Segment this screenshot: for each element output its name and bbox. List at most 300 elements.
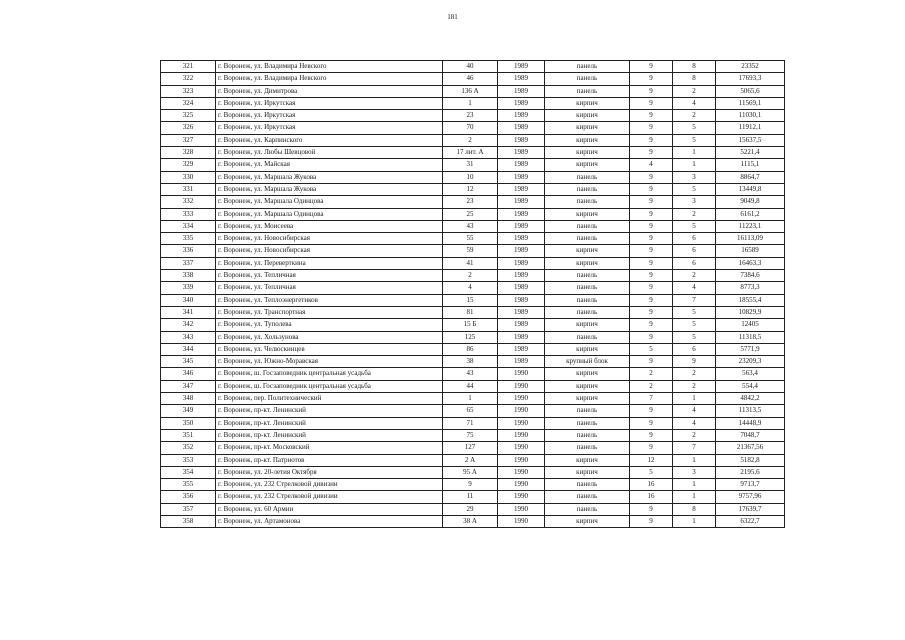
year-cell: 1989 bbox=[498, 331, 545, 343]
house-number-cell: 86 bbox=[443, 343, 498, 355]
address-cell: г. Воронеж, ул. Хользунова bbox=[216, 331, 443, 343]
house-number-cell: 38 bbox=[443, 356, 498, 368]
house-number-cell: 41 bbox=[443, 257, 498, 269]
area-cell: 18555,4 bbox=[716, 294, 785, 306]
wall-material-cell: панель bbox=[545, 306, 630, 318]
row-number: 337 bbox=[161, 257, 216, 269]
table-row bbox=[161, 270, 785, 282]
house-number-cell: 127 bbox=[443, 442, 498, 454]
table-row bbox=[161, 171, 785, 183]
wall-material-cell: кирпич bbox=[545, 380, 630, 392]
entrances-cell: 1 bbox=[673, 515, 716, 527]
year-cell: 1990 bbox=[498, 515, 545, 527]
row-number: 324 bbox=[161, 97, 216, 109]
area-cell: 4842,2 bbox=[716, 393, 785, 405]
address-cell: г. Воронеж, пр-кт. Ленинский bbox=[216, 429, 443, 441]
entrances-cell: 5 bbox=[673, 306, 716, 318]
wall-material-cell: панель bbox=[545, 220, 630, 232]
floors-cell: 9 bbox=[630, 257, 673, 269]
address-cell: г. Воронеж, ул. Челюскинцев bbox=[216, 343, 443, 355]
address-cell: г. Воронеж, ул. Тепличная bbox=[216, 282, 443, 294]
floors-cell: 16 bbox=[630, 479, 673, 491]
table-row bbox=[161, 368, 785, 380]
address-cell: г. Воронеж, ул. 232 Стрелковой дивизии bbox=[216, 479, 443, 491]
house-number-cell: 70 bbox=[443, 122, 498, 134]
house-number-cell: 75 bbox=[443, 429, 498, 441]
entrances-cell: 1 bbox=[673, 479, 716, 491]
floors-cell: 9 bbox=[630, 73, 673, 85]
floors-cell: 9 bbox=[630, 429, 673, 441]
area-cell: 11223,1 bbox=[716, 220, 785, 232]
year-cell: 1989 bbox=[498, 183, 545, 195]
house-number-cell: 55 bbox=[443, 233, 498, 245]
row-number: 342 bbox=[161, 319, 216, 331]
address-cell: г. Воронеж, ул. Теплоэнергетиков bbox=[216, 294, 443, 306]
floors-cell: 5 bbox=[630, 466, 673, 478]
year-cell: 1989 bbox=[498, 294, 545, 306]
year-cell: 1989 bbox=[498, 306, 545, 318]
row-number: 331 bbox=[161, 183, 216, 195]
year-cell: 1990 bbox=[498, 380, 545, 392]
entrances-cell: 3 bbox=[673, 466, 716, 478]
table-row bbox=[161, 331, 785, 343]
entrances-cell: 1 bbox=[673, 454, 716, 466]
area-cell: 11569,1 bbox=[716, 97, 785, 109]
year-cell: 1989 bbox=[498, 220, 545, 232]
entrances-cell: 9 bbox=[673, 356, 716, 368]
area-cell: 6161,2 bbox=[716, 208, 785, 220]
address-cell: г. Воронеж, пр-кт. Ленинский bbox=[216, 417, 443, 429]
floors-cell: 9 bbox=[630, 270, 673, 282]
area-cell: 16589 bbox=[716, 245, 785, 257]
floors-cell: 9 bbox=[630, 147, 673, 159]
entrances-cell: 5 bbox=[673, 331, 716, 343]
entrances-cell: 2 bbox=[673, 380, 716, 392]
floors-cell: 9 bbox=[630, 171, 673, 183]
wall-material-cell: панель bbox=[545, 417, 630, 429]
house-number-cell: 4 bbox=[443, 282, 498, 294]
house-number-cell: 71 bbox=[443, 417, 498, 429]
year-cell: 1989 bbox=[498, 233, 545, 245]
address-cell: г. Воронеж, ул. Новосибирская bbox=[216, 245, 443, 257]
floors-cell: 9 bbox=[630, 110, 673, 122]
table-row bbox=[161, 306, 785, 318]
floors-cell: 9 bbox=[630, 196, 673, 208]
row-number: 333 bbox=[161, 208, 216, 220]
row-number: 357 bbox=[161, 503, 216, 515]
house-number-cell: 40 bbox=[443, 61, 498, 73]
table-row bbox=[161, 454, 785, 466]
area-cell: 2195,6 bbox=[716, 466, 785, 478]
row-number: 347 bbox=[161, 380, 216, 392]
house-number-cell: 10 bbox=[443, 171, 498, 183]
row-number: 354 bbox=[161, 466, 216, 478]
floors-cell: 9 bbox=[630, 208, 673, 220]
area-cell: 14448,9 bbox=[716, 417, 785, 429]
area-cell: 23352 bbox=[716, 61, 785, 73]
house-number-cell: 15 bbox=[443, 294, 498, 306]
area-cell: 15637,5 bbox=[716, 134, 785, 146]
table-row bbox=[161, 183, 785, 195]
row-number: 345 bbox=[161, 356, 216, 368]
floors-cell: 9 bbox=[630, 306, 673, 318]
table-row bbox=[161, 73, 785, 85]
address-cell: г. Воронеж, ул. Владимира Невского bbox=[216, 61, 443, 73]
entrances-cell: 4 bbox=[673, 97, 716, 109]
wall-material-cell: кирпич bbox=[545, 368, 630, 380]
floors-cell: 9 bbox=[630, 245, 673, 257]
wall-material-cell: кирпич bbox=[545, 245, 630, 257]
wall-material-cell: кирпич bbox=[545, 343, 630, 355]
year-cell: 1989 bbox=[498, 356, 545, 368]
address-cell: г. Воронеж, ул. Артамонова bbox=[216, 515, 443, 527]
year-cell: 1990 bbox=[498, 405, 545, 417]
row-number: 355 bbox=[161, 479, 216, 491]
year-cell: 1989 bbox=[498, 245, 545, 257]
table-row bbox=[161, 196, 785, 208]
wall-material-cell: крупный блок bbox=[545, 356, 630, 368]
wall-material-cell: кирпич bbox=[545, 257, 630, 269]
year-cell: 1990 bbox=[498, 368, 545, 380]
year-cell: 1989 bbox=[498, 343, 545, 355]
row-number: 326 bbox=[161, 122, 216, 134]
year-cell: 1989 bbox=[498, 196, 545, 208]
row-number: 338 bbox=[161, 270, 216, 282]
row-number: 358 bbox=[161, 515, 216, 527]
floors-cell: 9 bbox=[630, 220, 673, 232]
house-number-cell: 2 bbox=[443, 134, 498, 146]
table-row bbox=[161, 245, 785, 257]
house-number-cell: 95 А bbox=[443, 466, 498, 478]
address-cell: г. Воронеж, ул. 20-летия Октября bbox=[216, 466, 443, 478]
address-cell: г. Воронеж, пер. Политехнический bbox=[216, 393, 443, 405]
entrances-cell: 6 bbox=[673, 245, 716, 257]
area-cell: 8864,7 bbox=[716, 171, 785, 183]
row-number: 334 bbox=[161, 220, 216, 232]
entrances-cell: 4 bbox=[673, 282, 716, 294]
area-cell: 11912,1 bbox=[716, 122, 785, 134]
floors-cell: 9 bbox=[630, 503, 673, 515]
entrances-cell: 7 bbox=[673, 294, 716, 306]
row-number: 356 bbox=[161, 491, 216, 503]
row-number: 349 bbox=[161, 405, 216, 417]
entrances-cell: 6 bbox=[673, 257, 716, 269]
house-number-cell: 125 bbox=[443, 331, 498, 343]
area-cell: 9713,7 bbox=[716, 479, 785, 491]
year-cell: 1989 bbox=[498, 159, 545, 171]
floors-cell: 9 bbox=[630, 282, 673, 294]
year-cell: 1989 bbox=[498, 61, 545, 73]
house-number-cell: 15 Б bbox=[443, 319, 498, 331]
entrances-cell: 1 bbox=[673, 491, 716, 503]
wall-material-cell: панель bbox=[545, 171, 630, 183]
year-cell: 1989 bbox=[498, 110, 545, 122]
year-cell: 1990 bbox=[498, 466, 545, 478]
table-row bbox=[161, 380, 785, 392]
area-cell: 16463,3 bbox=[716, 257, 785, 269]
floors-cell: 9 bbox=[630, 405, 673, 417]
house-number-cell: 65 bbox=[443, 405, 498, 417]
row-number: 325 bbox=[161, 110, 216, 122]
row-number: 346 bbox=[161, 368, 216, 380]
year-cell: 1990 bbox=[498, 503, 545, 515]
row-number: 330 bbox=[161, 171, 216, 183]
floors-cell: 2 bbox=[630, 368, 673, 380]
wall-material-cell: панель bbox=[545, 429, 630, 441]
entrances-cell: 1 bbox=[673, 159, 716, 171]
address-cell: г. Воронеж, ул. Майская bbox=[216, 159, 443, 171]
area-cell: 563,4 bbox=[716, 368, 785, 380]
year-cell: 1989 bbox=[498, 171, 545, 183]
house-number-cell: 29 bbox=[443, 503, 498, 515]
table-row bbox=[161, 159, 785, 171]
housing-registry-table bbox=[160, 60, 785, 528]
area-cell: 7048,7 bbox=[716, 429, 785, 441]
entrances-cell: 5 bbox=[673, 183, 716, 195]
area-cell: 5182,8 bbox=[716, 454, 785, 466]
wall-material-cell: кирпич bbox=[545, 454, 630, 466]
table-row bbox=[161, 110, 785, 122]
area-cell: 21367,56 bbox=[716, 442, 785, 454]
table-row bbox=[161, 405, 785, 417]
area-cell: 13449,8 bbox=[716, 183, 785, 195]
house-number-cell: 44 bbox=[443, 380, 498, 392]
table-row bbox=[161, 147, 785, 159]
year-cell: 1990 bbox=[498, 491, 545, 503]
wall-material-cell: кирпич bbox=[545, 393, 630, 405]
address-cell: г. Воронеж, ул. Иркутская bbox=[216, 110, 443, 122]
row-number: 329 bbox=[161, 159, 216, 171]
wall-material-cell: панель bbox=[545, 294, 630, 306]
wall-material-cell: панель bbox=[545, 405, 630, 417]
address-cell: г. Воронеж, ул. Транспортная bbox=[216, 306, 443, 318]
floors-cell: 9 bbox=[630, 319, 673, 331]
year-cell: 1989 bbox=[498, 97, 545, 109]
area-cell: 11313,5 bbox=[716, 405, 785, 417]
address-cell: г. Воронеж, пр-кт. Московский bbox=[216, 442, 443, 454]
wall-material-cell: кирпич bbox=[545, 134, 630, 146]
row-number: 335 bbox=[161, 233, 216, 245]
house-number-cell: 11 bbox=[443, 491, 498, 503]
entrances-cell: 4 bbox=[673, 417, 716, 429]
row-number: 348 bbox=[161, 393, 216, 405]
address-cell: г. Воронеж, пр-кт. Патриотов bbox=[216, 454, 443, 466]
entrances-cell: 8 bbox=[673, 503, 716, 515]
address-cell: г. Воронеж, пр-кт. Ленинский bbox=[216, 405, 443, 417]
entrances-cell: 2 bbox=[673, 368, 716, 380]
floors-cell: 5 bbox=[630, 343, 673, 355]
area-cell: 17639,7 bbox=[716, 503, 785, 515]
area-cell: 9757,96 bbox=[716, 491, 785, 503]
house-number-cell: 1 bbox=[443, 97, 498, 109]
wall-material-cell: панель bbox=[545, 442, 630, 454]
wall-material-cell: кирпич bbox=[545, 466, 630, 478]
floors-cell: 9 bbox=[630, 233, 673, 245]
floors-cell: 9 bbox=[630, 442, 673, 454]
year-cell: 1989 bbox=[498, 257, 545, 269]
house-number-cell: 136 А bbox=[443, 85, 498, 97]
entrances-cell: 1 bbox=[673, 393, 716, 405]
year-cell: 1989 bbox=[498, 85, 545, 97]
address-cell: г. Воронеж, ул. Маршала Жукова bbox=[216, 183, 443, 195]
wall-material-cell: панель bbox=[545, 479, 630, 491]
table-row bbox=[161, 134, 785, 146]
area-cell: 8773,3 bbox=[716, 282, 785, 294]
floors-cell: 9 bbox=[630, 515, 673, 527]
area-cell: 16113,09 bbox=[716, 233, 785, 245]
row-number: 351 bbox=[161, 429, 216, 441]
table-row bbox=[161, 515, 785, 527]
year-cell: 1990 bbox=[498, 393, 545, 405]
wall-material-cell: панель bbox=[545, 196, 630, 208]
house-number-cell: 2 А bbox=[443, 454, 498, 466]
address-cell: г. Воронеж, ул. Любы Шевцовой bbox=[216, 147, 443, 159]
row-number: 323 bbox=[161, 85, 216, 97]
registry-table-body bbox=[161, 61, 785, 528]
table-row bbox=[161, 442, 785, 454]
address-cell: г. Воронеж, ул. 60 Армии bbox=[216, 503, 443, 515]
floors-cell: 2 bbox=[630, 380, 673, 392]
house-number-cell: 17 лит. А bbox=[443, 147, 498, 159]
address-cell: г. Воронеж, ул. Маршала Одинцова bbox=[216, 208, 443, 220]
house-number-cell: 81 bbox=[443, 306, 498, 318]
wall-material-cell: кирпич bbox=[545, 208, 630, 220]
entrances-cell: 3 bbox=[673, 171, 716, 183]
address-cell: г. Воронеж, ул. Владимира Невского bbox=[216, 73, 443, 85]
address-cell: г. Воронеж, ш. Госзаповедник центральная усадьба bbox=[216, 380, 443, 392]
table-row bbox=[161, 319, 785, 331]
wall-material-cell: панель bbox=[545, 331, 630, 343]
address-cell: г. Воронеж, ул. Карпинского bbox=[216, 134, 443, 146]
entrances-cell: 2 bbox=[673, 85, 716, 97]
year-cell: 1989 bbox=[498, 270, 545, 282]
house-number-cell: 12 bbox=[443, 183, 498, 195]
row-number: 352 bbox=[161, 442, 216, 454]
entrances-cell: 6 bbox=[673, 233, 716, 245]
floors-cell: 9 bbox=[630, 356, 673, 368]
house-number-cell: 46 bbox=[443, 73, 498, 85]
year-cell: 1989 bbox=[498, 282, 545, 294]
row-number: 332 bbox=[161, 196, 216, 208]
address-cell: г. Воронеж, ул. Маршала Жукова bbox=[216, 171, 443, 183]
house-number-cell: 9 bbox=[443, 479, 498, 491]
address-cell: г. Воронеж, ул. Иркутская bbox=[216, 97, 443, 109]
house-number-cell: 23 bbox=[443, 110, 498, 122]
entrances-cell: 6 bbox=[673, 343, 716, 355]
table-row bbox=[161, 85, 785, 97]
area-cell: 17693,3 bbox=[716, 73, 785, 85]
area-cell: 6322,7 bbox=[716, 515, 785, 527]
floors-cell: 4 bbox=[630, 159, 673, 171]
year-cell: 1989 bbox=[498, 122, 545, 134]
wall-material-cell: панель bbox=[545, 503, 630, 515]
table-row bbox=[161, 257, 785, 269]
floors-cell: 9 bbox=[630, 183, 673, 195]
area-cell: 5221,4 bbox=[716, 147, 785, 159]
row-number: 322 bbox=[161, 73, 216, 85]
floors-cell: 9 bbox=[630, 61, 673, 73]
floors-cell: 16 bbox=[630, 491, 673, 503]
floors-cell: 9 bbox=[630, 294, 673, 306]
address-cell: г. Воронеж, ш. Госзаповедник центральная усадьба bbox=[216, 368, 443, 380]
year-cell: 1989 bbox=[498, 208, 545, 220]
address-cell: г. Воронеж, ул. Переверткина bbox=[216, 257, 443, 269]
area-cell: 9049,8 bbox=[716, 196, 785, 208]
wall-material-cell: панель bbox=[545, 61, 630, 73]
address-cell: г. Воронеж, ул. Иркутская bbox=[216, 122, 443, 134]
year-cell: 1990 bbox=[498, 442, 545, 454]
entrances-cell: 5 bbox=[673, 220, 716, 232]
area-cell: 5065,6 bbox=[716, 85, 785, 97]
entrances-cell: 5 bbox=[673, 122, 716, 134]
area-cell: 11030,1 bbox=[716, 110, 785, 122]
row-number: 353 bbox=[161, 454, 216, 466]
house-number-cell: 59 bbox=[443, 245, 498, 257]
address-cell: г. Воронеж, ул. Маршала Одинцова bbox=[216, 196, 443, 208]
house-number-cell: 43 bbox=[443, 220, 498, 232]
address-cell: г. Воронеж, ул. Новосибирская bbox=[216, 233, 443, 245]
row-number: 341 bbox=[161, 306, 216, 318]
address-cell: г. Воронеж, ул. Димитрова bbox=[216, 85, 443, 97]
floors-cell: 9 bbox=[630, 331, 673, 343]
house-number-cell: 31 bbox=[443, 159, 498, 171]
wall-material-cell: кирпич bbox=[545, 110, 630, 122]
year-cell: 1990 bbox=[498, 429, 545, 441]
wall-material-cell: панель bbox=[545, 85, 630, 97]
entrances-cell: 2 bbox=[673, 270, 716, 282]
row-number: 339 bbox=[161, 282, 216, 294]
area-cell: 1115,1 bbox=[716, 159, 785, 171]
row-number: 321 bbox=[161, 61, 216, 73]
entrances-cell: 1 bbox=[673, 147, 716, 159]
table-row bbox=[161, 356, 785, 368]
floors-cell: 9 bbox=[630, 85, 673, 97]
house-number-cell: 23 bbox=[443, 196, 498, 208]
floors-cell: 12 bbox=[630, 454, 673, 466]
area-cell: 23209,3 bbox=[716, 356, 785, 368]
table-row bbox=[161, 294, 785, 306]
wall-material-cell: панель bbox=[545, 282, 630, 294]
table-row bbox=[161, 343, 785, 355]
floors-cell: 9 bbox=[630, 417, 673, 429]
table-row bbox=[161, 97, 785, 109]
table-row bbox=[161, 429, 785, 441]
area-cell: 11318,5 bbox=[716, 331, 785, 343]
entrances-cell: 4 bbox=[673, 405, 716, 417]
area-cell: 12405 bbox=[716, 319, 785, 331]
table-row bbox=[161, 491, 785, 503]
entrances-cell: 2 bbox=[673, 208, 716, 220]
row-number: 340 bbox=[161, 294, 216, 306]
table-row bbox=[161, 233, 785, 245]
table-row bbox=[161, 466, 785, 478]
table-row bbox=[161, 479, 785, 491]
floors-cell: 9 bbox=[630, 134, 673, 146]
floors-cell: 9 bbox=[630, 97, 673, 109]
floors-cell: 9 bbox=[630, 122, 673, 134]
entrances-cell: 8 bbox=[673, 73, 716, 85]
year-cell: 1989 bbox=[498, 73, 545, 85]
page-number: 181 bbox=[447, 13, 458, 21]
row-number: 343 bbox=[161, 331, 216, 343]
entrances-cell: 3 bbox=[673, 196, 716, 208]
row-number: 336 bbox=[161, 245, 216, 257]
house-number-cell: 43 bbox=[443, 368, 498, 380]
wall-material-cell: панель bbox=[545, 73, 630, 85]
house-number-cell: 1 bbox=[443, 393, 498, 405]
address-cell: г. Воронеж, ул. Южно-Моравская bbox=[216, 356, 443, 368]
wall-material-cell: панель bbox=[545, 233, 630, 245]
